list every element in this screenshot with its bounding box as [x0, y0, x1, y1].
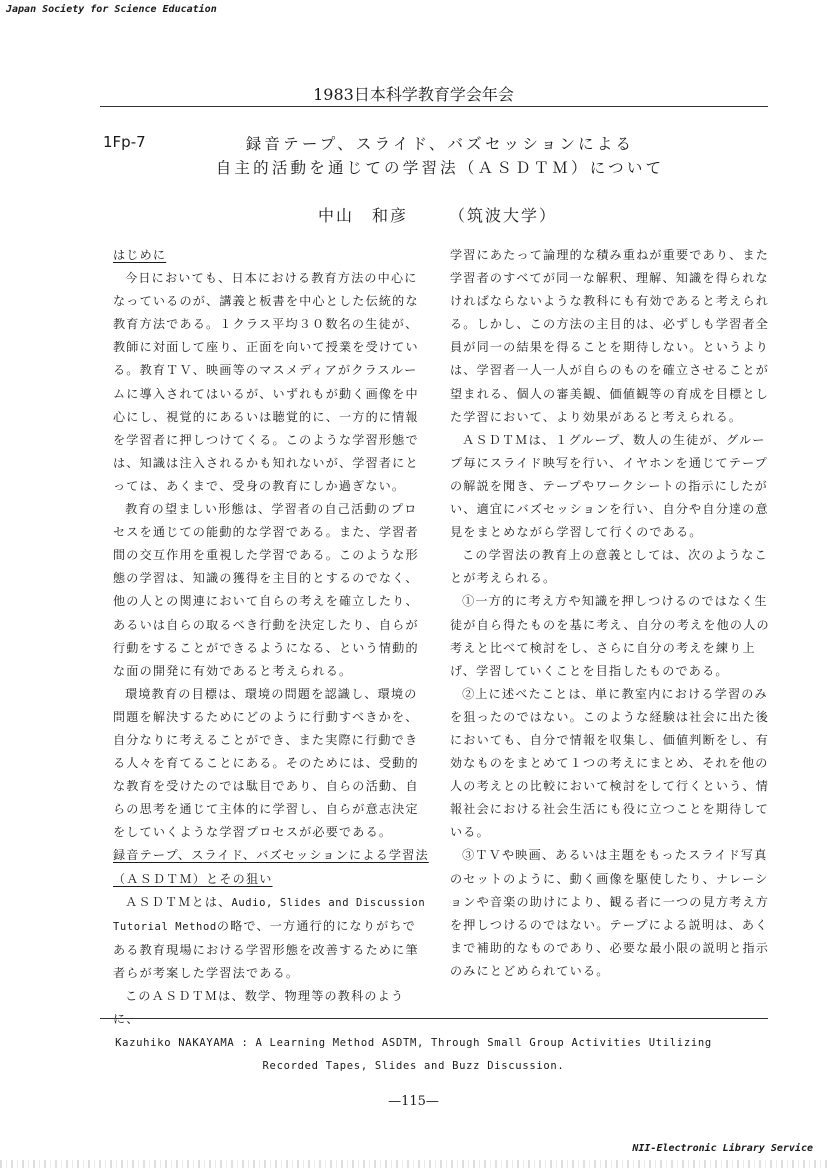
paragraph: 今日においても、日本における教育方法の中心になっているのが、講義と板書を中心とした伝統的な教育方法である。１クラス平均３０数名の生徒が、教師に対面して座り、正面を向いて授業を受けている。教育ＴＶ、映画等のマスメディアがクラスルームに導入されてはいるが、いずれもが動く画像を中心にし、視覚的にあるいは聴覚的に、一方的に情報を学習者に押しつけてくる。このような学習形態では、知識は注入されるかも知れないが、学習者にとっては、あくまで、受身の教育にしか過ぎない。 [113, 271, 419, 493]
author-affiliation: （筑波大学） [449, 206, 558, 225]
right-column [450, 244, 776, 983]
paragraph: 学習にあたって論理的な積み重ねが重要であり、また学習者のすべてが同一な解釈、理解、知識を得られなければならないような教科にも有効であると考えられる。しかし、この方法の主目的は、必ずしも学習者全員が同一の結果を得ることを期待しない。というよりは、学習者一人一人が自らのものを確立させることが望まれる、個人の審美観、価値観等の育成を目標とした学習において、より効果があると考えられる。 [450, 248, 770, 424]
abstract-line-1: Kazuhiko NAKAYAMA : A Learning Method ASDTM, Through Small Group Activities Utilizing [115, 1037, 712, 1049]
paper-title-line-2: 自主的活動を通じての学習法（ＡＳＤＴＭ）について [215, 159, 665, 177]
page-number: —115— [388, 1094, 439, 1109]
paragraph: この学習法の教育上の意義としては、次のようなことが考えられる。 [450, 548, 768, 586]
left-column [113, 244, 429, 1031]
society-header: Japan Society for Science Education [6, 4, 217, 15]
paragraph: 環境教育の目標は、環境の問題を認識し、環境の問題を解決するためにどのように行動すべきかを、自分なりに考えることができ、また実際に行動できる人々を育てることにある。そのためには、受動的な教育を受けたのでは駄目であり、自らの活動、自らの思考を通じて主体的に学習し、自らが意志決定をしていくような学習プロセスが必要である。 [113, 686, 419, 840]
section-heading-method: 録音テープ、スライド、バズセッションによる学習法（ＡＳＤＴＭ）とその狙い [113, 848, 429, 886]
author-line [0, 203, 827, 226]
header-rule [100, 106, 768, 107]
abstract-line-2: Recorded Tapes, Slides and Buzz Discussion. [262, 1060, 565, 1072]
method-name-english: Audio, Slides and Discussion Tutorial Method [113, 896, 426, 933]
paper-id: 1Fp-7 [103, 133, 146, 151]
paragraph: ③ＴＶや映画、あるいは主題をもったスライド写真のセットのように、動く画像を駆使したり、ナレーションや音楽の助けにより、観る者に一つの見方考え方を押しつけるのではない。テープによる説明は、あくまで補助的なものであり、必要な最小限の説明と指示のみにとどめられている。 [450, 848, 770, 978]
paragraph: このＡＳＤＴＭは、数学、物理等の教科のように、 [113, 989, 405, 1027]
paragraph: ①一方的に考え方や知識を押しつけるのではなく生徒が自ら得たものを基に考え、自分の考えを他の人の考えと比べて検討をし、さらに自分の考えを練り上げ、学習していくことを目指したものである。 [450, 594, 770, 678]
conference-title: 1983日本科学教育学会年会 [313, 85, 514, 104]
scan-artifact [0, 1160, 827, 1168]
paper-title-line-1: 録音テープ、スライド、バズセッションによる [245, 135, 635, 153]
paragraph: 教育の望ましい形態は、学習者の自己活動のプロセスを通じての能動的な学習である。また、学習者間の交互作用を重視した学習である。このような形態の学習は、知識の獲得を主目的とするのでなく、他の人との関連において自らの考えを確立したり、あるいは自らの取るべき行動を決定したり、自らが行動をすることができるようになる、という情動的な面の開発に有効であると考えられる。 [113, 502, 419, 678]
author-name: 中山 和彦 [317, 206, 408, 225]
paragraph-text: ＡＳＤＴＭとは、 [125, 894, 232, 909]
abstract-rule [100, 1018, 768, 1019]
english-abstract [0, 1032, 827, 1078]
paragraph [113, 891, 429, 985]
paragraph-text: の略で、一方通行的になりがちである教育現場における学習形態を改善するために筆者らが考案した学習法である。 [113, 918, 419, 980]
paragraph: ＡＳＤＴＭは、１グループ、数人の生徒が、グループ毎にスライド映写を行い、イヤホンを通じてテープの解説を聞き、テープやワークシートの指示にしたがい、適宜にバズセッションを行い、自分や自分達の意見をまとめながら学習して行くのである。 [450, 432, 769, 540]
section-heading-intro: はじめに [113, 248, 167, 262]
paragraph: ②上に述べたことは、単に教室内における学習のみを狙ったのではない。このような経験は社会に出た後においても、自分で情報を収集し、価値判断をし、有効なものをまとめて１つの考えにまとめ、それを他の人の考えとの比較において検討をして行くという、情報社会における社会生活にも役に立つことを期待している。 [450, 686, 770, 840]
footer-service: NII-Electronic Library Service [632, 1143, 813, 1154]
